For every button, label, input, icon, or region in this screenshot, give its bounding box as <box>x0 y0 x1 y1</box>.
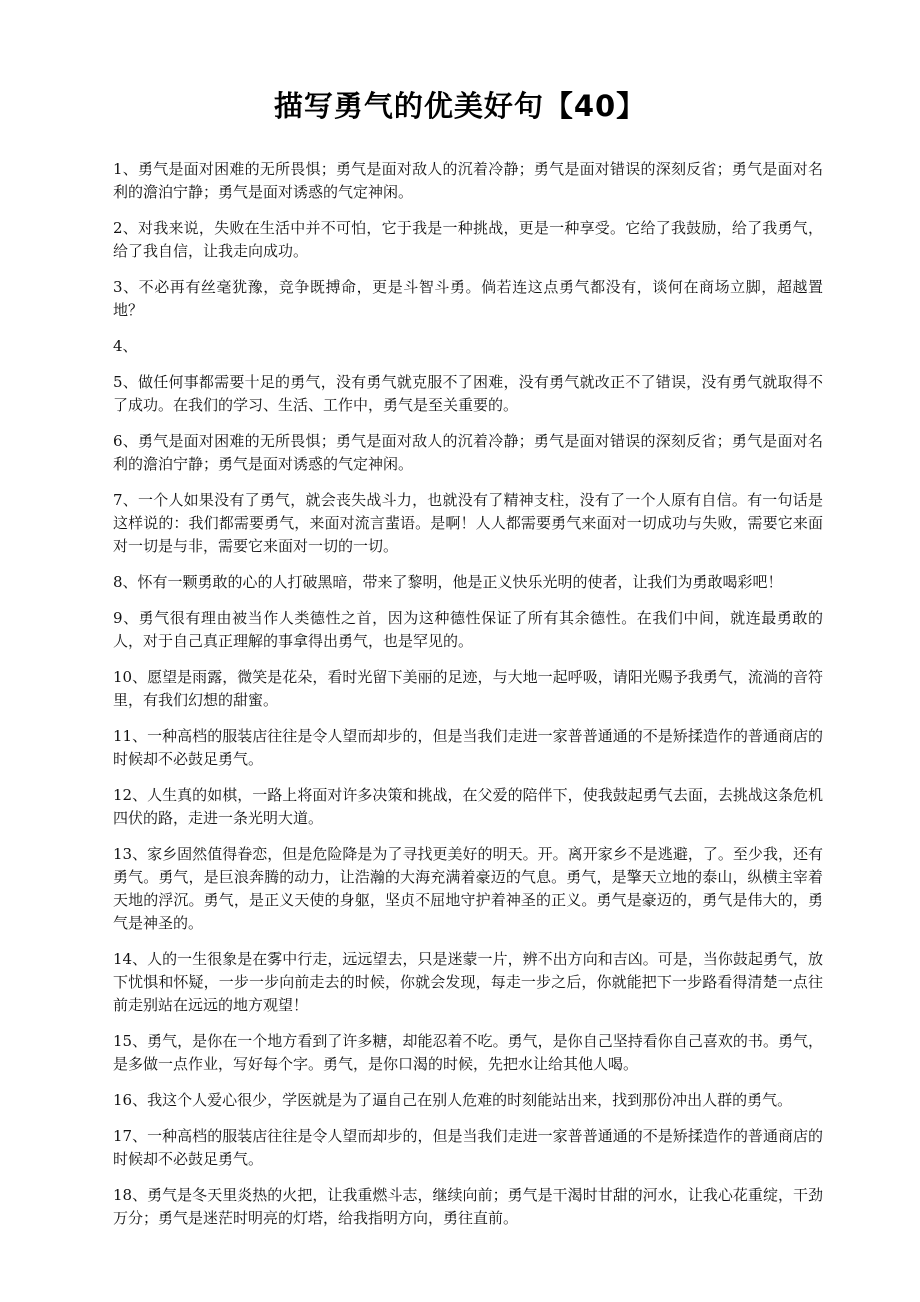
list-item: 15、勇气，是你在一个地方看到了许多糖，却能忍着不吃。勇气，是你自己坚持看你自己喜欢的书。勇气，是多做一点作业，写好每个字。勇气，是你口渴的时候，先把水让给其他人喝。 <box>113 1032 823 1073</box>
sentence-list <box>113 158 823 1243</box>
list-item: 2、对我来说，失败在生活中并不可怕，它于我是一种挑战，更是一种享受。它给了我鼓励，给了我勇气，给了我自信，让我走向成功。 <box>113 219 823 260</box>
list-item: 7、一个人如果没有了勇气，就会丧失战斗力，也就没有了精神支柱，没有了一个人原有自信。有一句话是这样说的：我们都需要勇气，来面对流言蜚语。是啊！人人都需要勇气来面对一切成功与失败，需要它来面对一切是与非，需要它来面对一切的一切。 <box>113 491 823 555</box>
list-item: 12、人生真的如棋，一路上将面对许多决策和挑战，在父爱的陪伴下，使我鼓起勇气去面，去挑战这条危机四伏的路，走进一条光明大道。 <box>113 786 823 827</box>
list-item: 5、做任何事都需要十足的勇气，没有勇气就克服不了困难，没有勇气就改正不了错误，没有勇气就取得不了成功。在我们的学习、生活、工作中，勇气是至关重要的。 <box>113 373 823 414</box>
list-item: 14、人的一生很象是在雾中行走，远远望去，只是迷蒙一片，辨不出方向和吉凶。可是，当你鼓起勇气，放下忧惧和怀疑，一步一步向前走去的时候，你就会发现，每走一步之后，你就能把下一步路看得清楚一点往前走别站在远远的地方观望！ <box>113 950 823 1014</box>
list-item: 10、愿望是雨露，微笑是花朵，看时光留下美丽的足迹，与大地一起呼吸，请阳光赐予我勇气，流淌的音符里，有我们幻想的甜蜜。 <box>113 668 823 709</box>
page-title: 描写勇气的优美好句【40】 <box>273 89 647 123</box>
list-item: 6、勇气是面对困难的无所畏惧；勇气是面对敌人的沉着冷静；勇气是面对错误的深刻反省；勇气是面对名利的澹泊宁静；勇气是面对诱惑的气定神闲。 <box>113 432 823 473</box>
list-item: 4、 <box>113 337 138 355</box>
list-item: 9、勇气很有理由被当作人类德性之首，因为这种德性保证了所有其余德性。在我们中间，就连最勇敢的人，对于自己真正理解的事拿得出勇气，也是罕见的。 <box>113 609 823 650</box>
list-item: 3、不必再有丝毫犹豫，竞争既搏命，更是斗智斗勇。倘若连这点勇气都没有，谈何在商场立脚，超越置地？ <box>113 278 823 319</box>
list-item: 1、勇气是面对困难的无所畏惧；勇气是面对敌人的沉着冷静；勇气是面对错误的深刻反省；勇气是面对名利的澹泊宁静；勇气是面对诱惑的气定神闲。 <box>113 160 823 201</box>
list-item: 17、一种高档的服装店往往是令人望而却步的，但是当我们走进一家普普通通的不是矫揉造作的普通商店的时候却不必鼓足勇气。 <box>113 1127 823 1168</box>
list-item: 8、怀有一颗勇敢的心的人打破黑暗，带来了黎明，他是正义快乐光明的使者，让我们为勇敢喝彩吧！ <box>113 573 783 591</box>
list-item: 18、勇气是冬天里炎热的火把，让我重燃斗志，继续向前；勇气是干渴时甘甜的河水，让我心花重绽，干劲万分；勇气是迷茫时明亮的灯塔，给我指明方向，勇往直前。 <box>113 1186 823 1227</box>
list-item: 11、一种高档的服装店往往是令人望而却步的，但是当我们走进一家普普通通的不是矫揉造作的普通商店的时候却不必鼓足勇气。 <box>113 727 823 768</box>
list-item: 13、家乡固然值得眷恋，但是危险降是为了寻找更美好的明天。开。离开家乡不是逃避，了。至少我，还有勇气。勇气，是巨浪奔腾的动力，让浩瀚的大海充满着豪迈的气息。勇气，是擎天立地的泰山，纵横主宰着天地的浮沉。勇气，是正义天使的身躯，坚贞不屈地守护着神圣的正义。勇气是豪迈的，勇气是伟大的，勇气是神圣的。 <box>113 845 823 932</box>
list-item: 16、我这个人爱心很少，学医就是为了逼自己在别人危难的时刻能站出来，找到那份冲出人群的勇气。 <box>113 1091 793 1109</box>
